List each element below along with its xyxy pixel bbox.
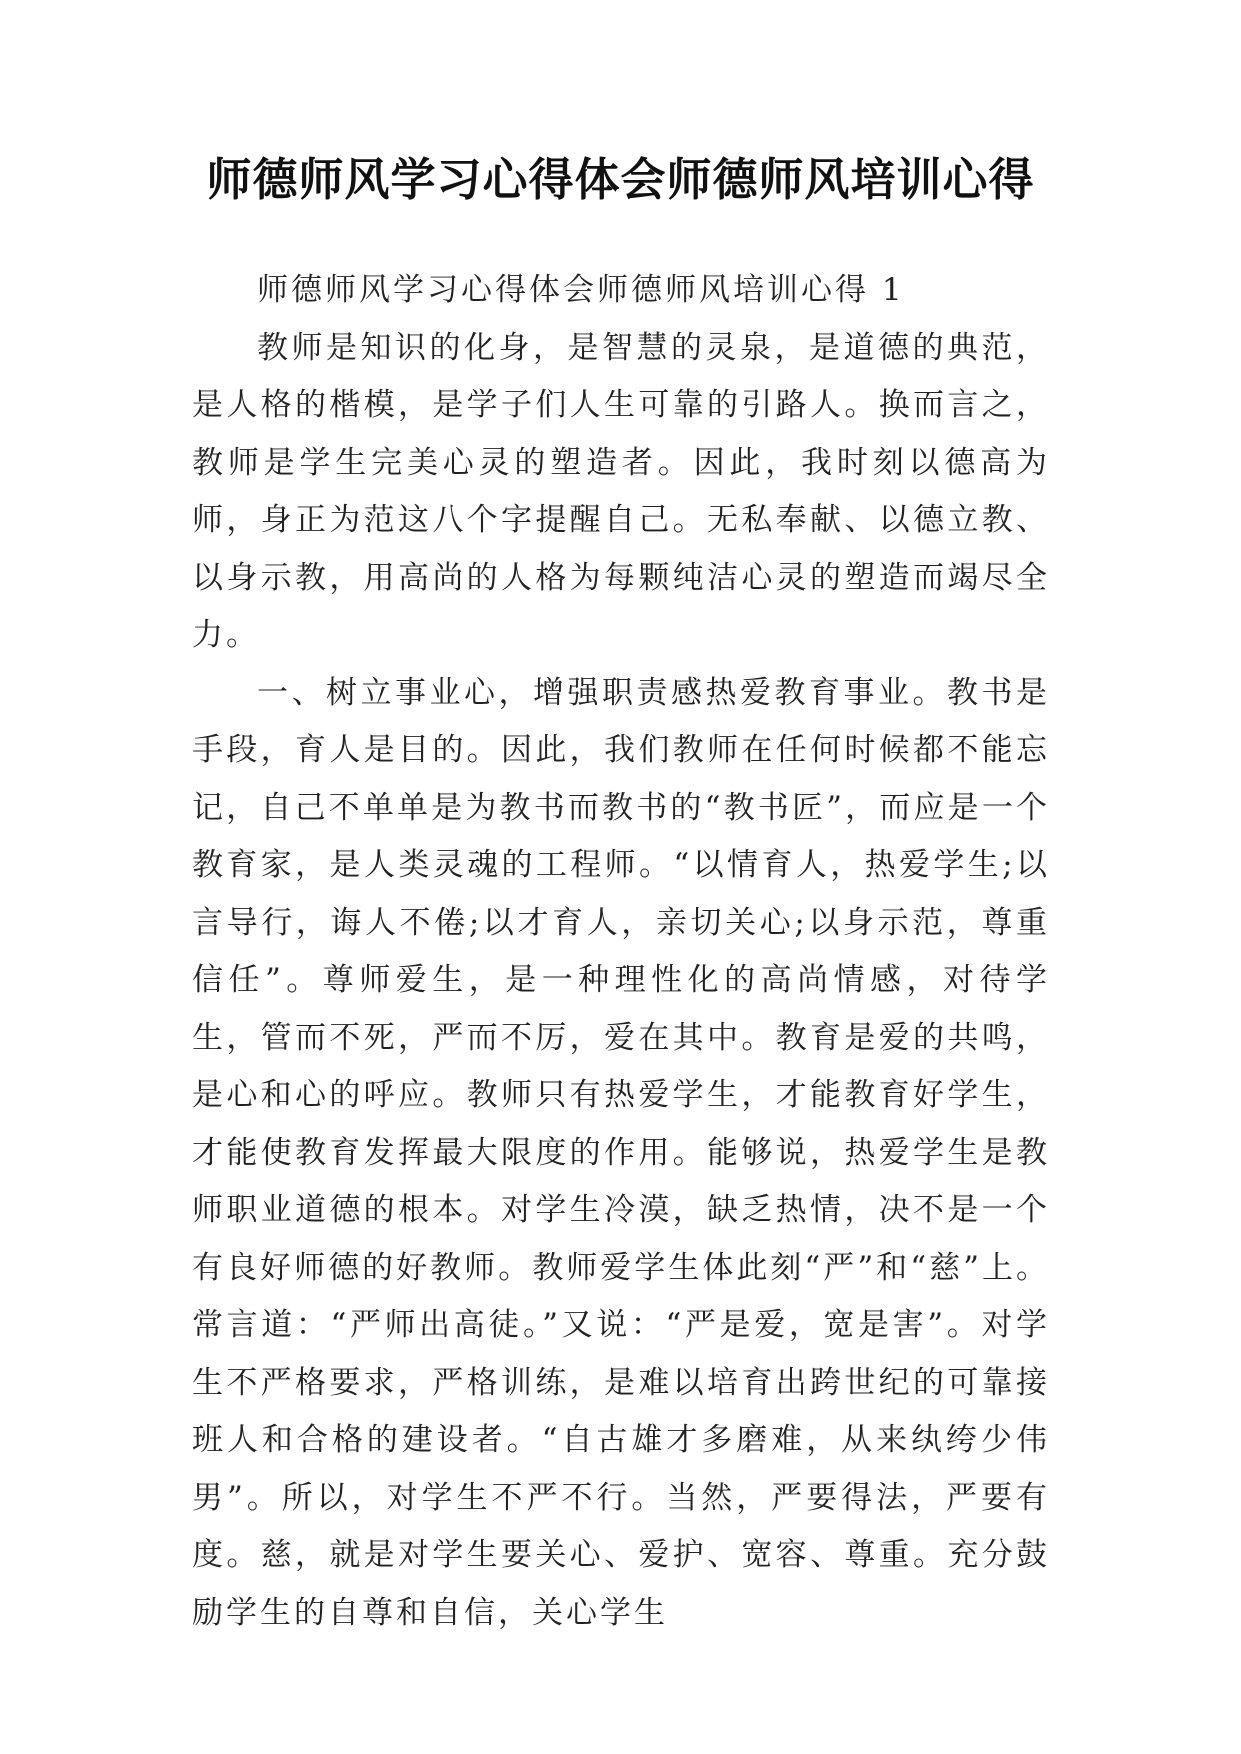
document-body: [192, 262, 1050, 1642]
document-title: 师德师风学习心得体会师德师风培训心得: [206, 153, 1035, 206]
section-heading: 师德师风学习心得体会师德师风培训心得 1: [257, 272, 905, 308]
paragraph: 一、树立事业心，增强职责感热爱教育事业。教书是手段，育人是目的。因此，我们教师在任何时候都不能忘记，自己不单单是为教书而教书的“教书匠”，而应是一个教育家，是人类灵魂的工程师。“以情育人，热爱学生;以言导行，诲人不倦;以才育人，亲切关心;以身示范，尊重信任”。尊师爱生，是一种理性化的高尚情感，对待学生，管而不死，严而不厉，爱在其中。教育是爱的共鸣，是心和心的呼应。教师只有热爱学生，才能教育好学生，才能使教育发挥最大限度的作用。能够说，热爱学生是教师职业道德的根本。对学生冷漠，缺乏热情，决不是一个有良好师德的好教师。教师爱学生体此刻“严”和“慈”上。常言道：“严师出高徒。”又说：“严是爱，宽是害”。对学生不严格要求，严格训练，是难以培育出跨世纪的可靠接班人和合格的建设者。“自古雄才多磨难，从来纨绔少伟男”。所以，对学生不严不行。当然，严要得法，严要有度。慈，就是对学生要关心、爱护、宽容、尊重。充分鼓励学生的自尊和自信，关心学生: [192, 674, 1050, 1631]
paragraph: 教师是知识的化身，是智慧的灵泉，是道德的典范，是人格的楷模，是学子们人生可靠的引路人。换而言之，教师是学生完美心灵的塑造者。因此，我时刻以德高为师，身正为范这八个字提醒自己。无私奉献、以德立教、以身示教，用高尚的人格为每颗纯洁心灵的塑造而竭尽全力。: [192, 329, 1050, 653]
